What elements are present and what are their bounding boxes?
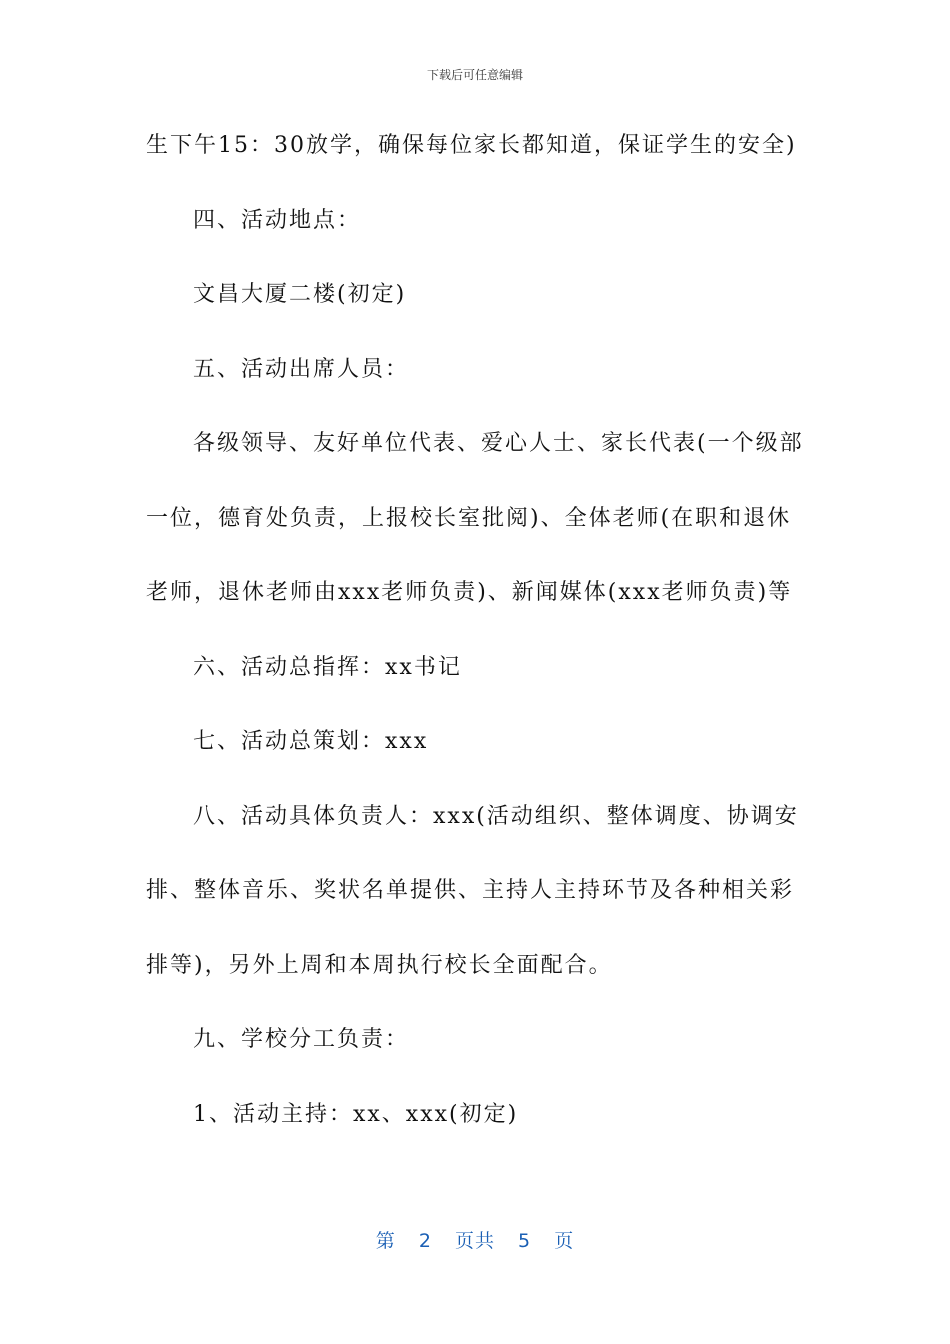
paragraph-line: 九、学校分工负责： (193, 1027, 410, 1052)
total-pages-number: 5 (518, 1230, 532, 1252)
current-page-number: 2 (418, 1230, 432, 1252)
page-header: 下载后可任意编辑 (426, 68, 523, 82)
paragraph-line: 生下午15：30放学，确保每位家长都知道，保证学生的安全) (146, 133, 797, 158)
paragraph-line: 七、活动总策划：xxx (193, 729, 429, 754)
page-footer (0, 1226, 950, 1253)
paragraph-line: 八、活动具体负责人：xxx(活动组织、整体调度、协调安 (193, 803, 799, 829)
paragraph-line: 五、活动出席人员： (193, 356, 410, 382)
paragraph-line: 四、活动地点： (193, 207, 362, 233)
footer-prefix: 第 (375, 1230, 396, 1252)
paragraph-line: 排、整体音乐、奖状名单提供、主持人主持环节及各种相关彩 (146, 878, 795, 903)
paragraph-line: 一位，德育处负责，上报校长室批阅)、全体老师(在职和退休 (146, 505, 792, 531)
footer-middle: 页共 (454, 1230, 495, 1252)
paragraph-line: 文昌大厦二楼(初定) (193, 282, 407, 307)
paragraph-line: 各级领导、友好单位代表、爱心人士、家长代表(一个级部 (193, 431, 804, 456)
footer-suffix: 页 (554, 1230, 575, 1252)
paragraph-line: 1、活动主持：xx、xxx(初定) (193, 1101, 519, 1127)
paragraph-line: 六、活动总指挥：xx书记 (193, 654, 462, 680)
paragraph-line: 老师，退休老师由xxx老师负责)、新闻媒体(xxx老师负责)等 (146, 580, 793, 605)
document-body (146, 124, 814, 1167)
paragraph-line: 排等)，另外上周和本周执行校长全面配合。 (146, 952, 613, 978)
